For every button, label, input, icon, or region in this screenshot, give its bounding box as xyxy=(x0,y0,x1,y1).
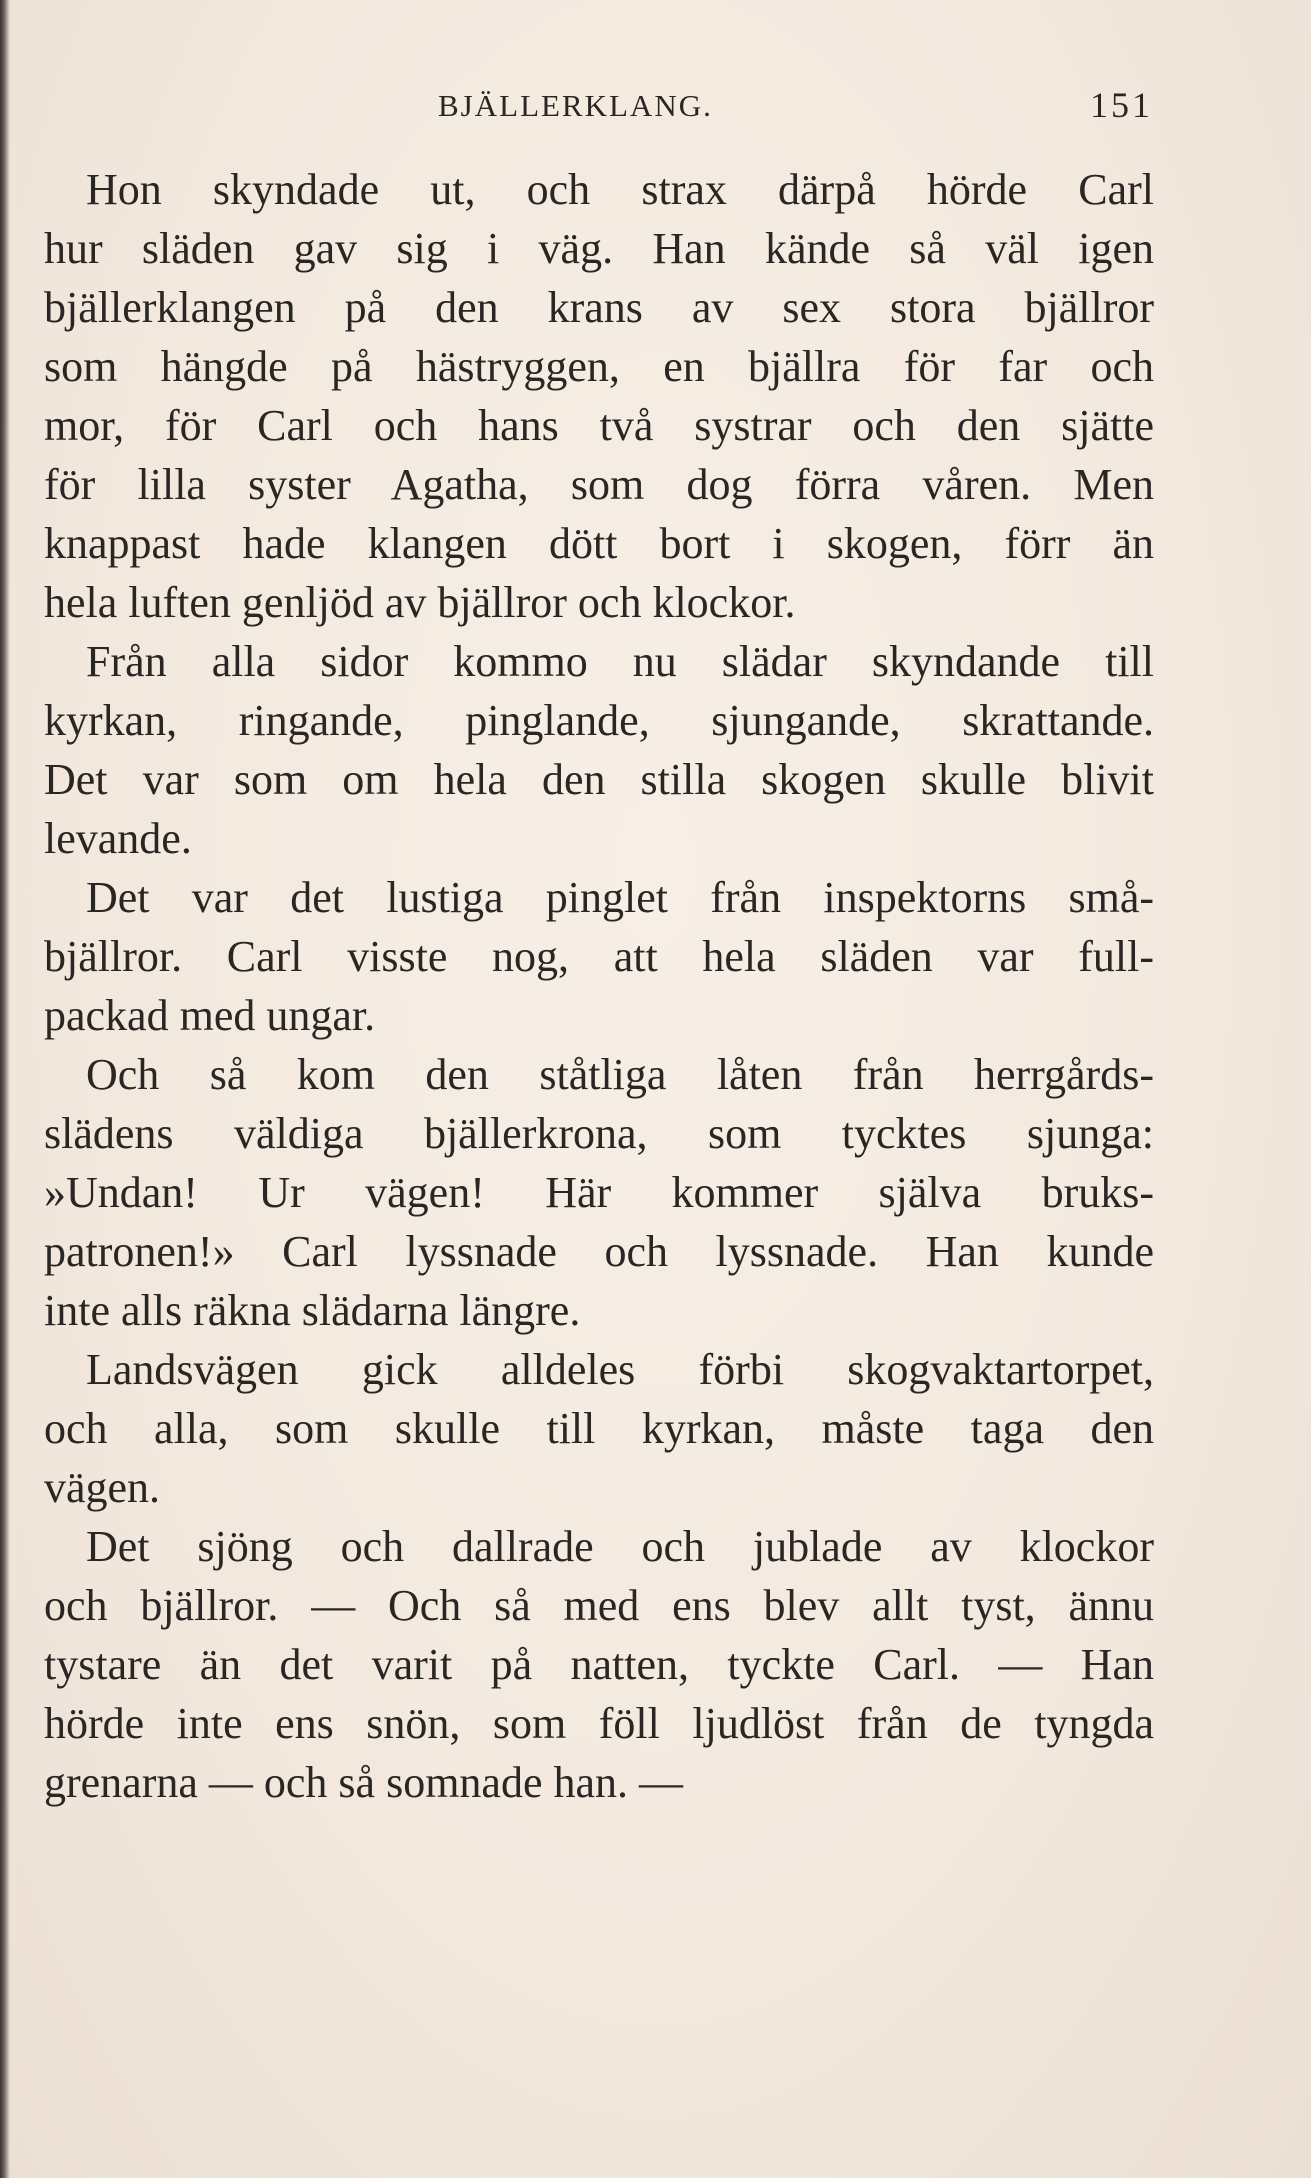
text-line: Landsvägen gick alldeles förbi skogvaktartorpet, xyxy=(86,1345,1154,1394)
text-line: »Undan! Ur vägen! Här kommer själva bruks- xyxy=(44,1168,1154,1217)
text-line: patronen!» Carl lyssnade och lyssnade. Han kunde xyxy=(44,1227,1154,1276)
text-line: hela luften genljöd av bjällror och klockor. xyxy=(44,578,796,627)
text-line: hur släden gav sig i väg. Han kände så väl igen xyxy=(44,224,1154,273)
text-line: hörde inte ens snön, som föll ljudlöst från de tyngda xyxy=(44,1699,1154,1748)
running-head xyxy=(0,80,1311,130)
running-head-title: BJÄLLERKLANG. xyxy=(438,88,713,123)
text-line: Hon skyndade ut, och strax därpå hörde Carl xyxy=(86,165,1154,214)
text-line: kyrkan, ringande, pinglande, sjungande, skrattande. xyxy=(44,696,1154,745)
text-line: bjällerklangen på den krans av sex stora bjällror xyxy=(44,283,1154,332)
text-line: levande. xyxy=(44,814,192,863)
text-line: Och så kom den ståtliga låten från herrgårds- xyxy=(86,1050,1154,1099)
page-number: 151 xyxy=(1090,85,1153,125)
text-line: slädens väldiga bjällerkrona, som tycktes sjunga: xyxy=(44,1109,1154,1158)
text-line: vägen. xyxy=(44,1463,161,1512)
text-line: och alla, som skulle till kyrkan, måste taga den xyxy=(44,1404,1154,1453)
page-gutter-shadow xyxy=(0,0,10,2178)
text-line: packad med ungar. xyxy=(44,991,376,1040)
text-line: tystare än det varit på natten, tyckte Carl. — Han xyxy=(44,1640,1154,1689)
text-line: inte alls räkna slädarna längre. xyxy=(44,1286,581,1335)
text-line: grenarna — och så somnade han. — xyxy=(44,1758,684,1807)
text-line: för lilla syster Agatha, som dog förra våren. Men xyxy=(44,460,1154,509)
text-line: Från alla sidor kommo nu slädar skyndande till xyxy=(86,637,1154,686)
text-line: Det sjöng och dallrade och jublade av klockor xyxy=(86,1522,1154,1571)
text-line: knappast hade klangen dött bort i skogen, förr än xyxy=(44,519,1154,568)
text-line: bjällror. Carl visste nog, att hela släden var full- xyxy=(44,932,1154,981)
text-line: som hängde på hästryggen, en bjällra för far och xyxy=(44,342,1154,391)
text-line: och bjällror. — Och så med ens blev allt tyst, ännu xyxy=(44,1581,1154,1630)
text-line: Det var som om hela den stilla skogen skulle blivit xyxy=(44,755,1154,804)
text-line: mor, för Carl och hans två systrar och den sjätte xyxy=(44,401,1154,450)
body-text xyxy=(44,160,1154,1812)
text-line: Det var det lustiga pinglet från inspektorns små- xyxy=(86,873,1154,922)
